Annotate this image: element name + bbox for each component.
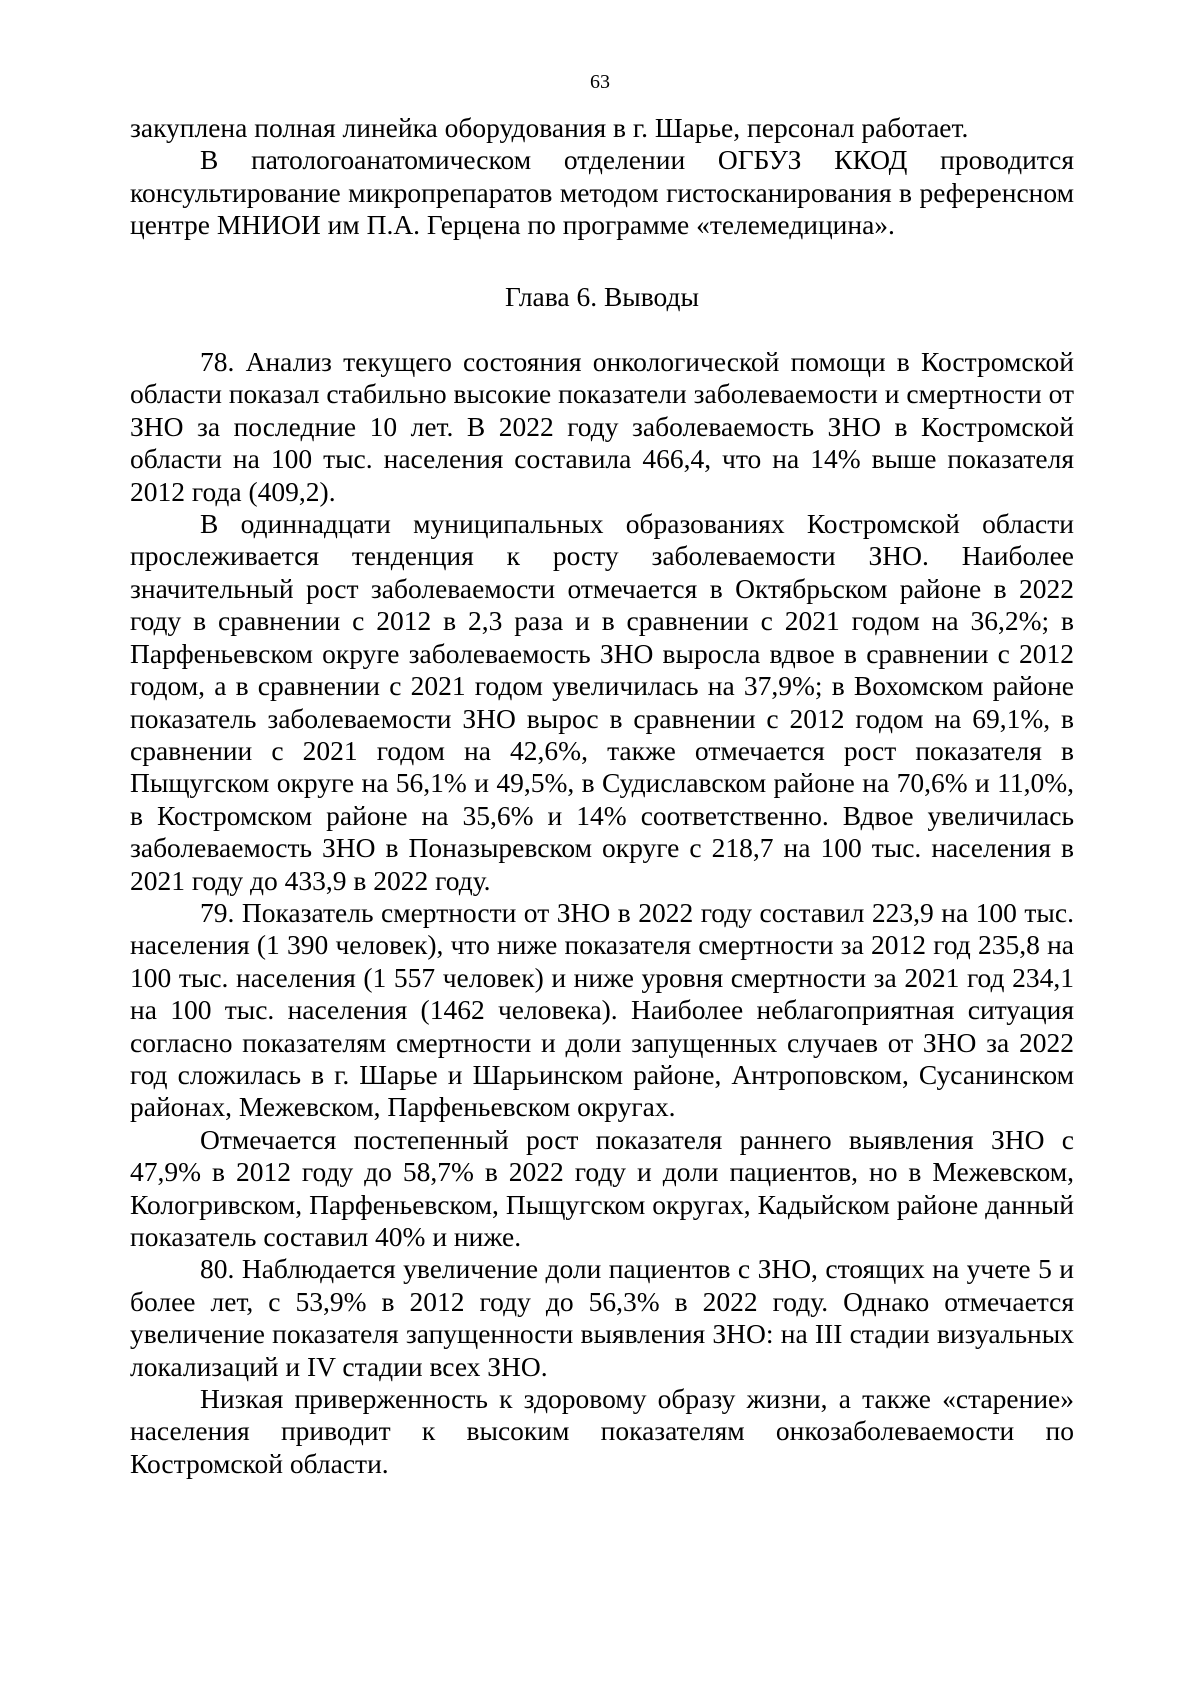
paragraph-79: 79. Показатель смертности от ЗНО в 2022 году составил 223,9 на 100 тыс. населения (1 390 человек), что ниже показателя смертности за 2012 год 235,8 на 100 тыс. населения (1 557 человек) и ниже уровня смертности за 2021 год 234,1 на 100 тыс. населения (1462 человека). Наиболее неблагоприятная ситуация согласно показателям смертности и доли запущенных случаев от ЗНО за 2022 год сложилась в г. Шарье и Шарьинском районе, Антроповском, Сусанинском районах, Межевском, Парфеньевском округах. xyxy=(130,896,1074,1123)
paragraph-telemedicine: В патологоанатомическом отделении ОГБУЗ ККОД проводится консультирование микропрепаратов методом гистосканирования в референсном центре МНИОИ им П.А. Герцена по программе «телемедицина». xyxy=(130,144,1074,241)
chapter-heading: Глава 6. Выводы xyxy=(504,280,699,312)
paragraph-continuation: закуплена полная линейка оборудования в г. Шарье, персонал работает. xyxy=(130,112,969,143)
paragraph-early-detection: Отмечается постепенный рост показателя раннего выявления ЗНО с 47,9% в 2012 году до 58,7% в 2022 году и доли пациентов, но в Межевском, Кологривском, Парфеньевском, Пыщугском округах, Кадыйском районе данный показатель составил 40% и ниже. xyxy=(130,1123,1074,1252)
paragraph-municipal-trends: В одиннадцати муниципальных образованиях Костромской области прослеживается тенденция к росту заболеваемости ЗНО. Наиболее значительный рост заболеваемости отмечается в Октябрьском районе в 2022 году в сравнении с 2012 в 2,3 раза и в сравнении с 2021 годом на 36,2%; в Парфеньевском округе заболеваемость ЗНО выросла вдвое в сравнении с 2012 годом, а в сравнении с 2021 годом увеличилась на 37,9%; в Вохомском районе показатель заболеваемости ЗНО вырос в сравнении с 2012 годом на 69,1%, в сравнении с 2021 годом на 42,6%, также отмечается рост показателя в Пыщугском округе на 56,1% и 49,5%, в Судиславском районе на 70,6% и 11,0%, в Костромском районе на 35,6% и 14% соответственно. Вдвое увеличилась заболеваемость ЗНО в Поназыревском округе с 218,7 на 100 тыс. населения в 2021 году до 433,9 в 2022 году. xyxy=(130,508,1074,896)
paragraph-lifestyle: Низкая приверженность к здоровому образу жизни, а также «старение» населения приводит к высоким показателям онкозаболеваемости по Костромской области. xyxy=(130,1383,1074,1479)
page-number: 63 xyxy=(590,71,610,93)
paragraph-80: 80. Наблюдается увеличение доли пациентов с ЗНО, стоящих на учете 5 и более лет, с 53,9% в 2012 году до 56,3% в 2022 году. Однако отмечается увеличение показателя запущенности выявления ЗНО: на III стадии визуальных локализаций и IV стадии всех ЗНО. xyxy=(130,1253,1074,1382)
document-body xyxy=(130,112,1074,1480)
paragraph-78: 78. Анализ текущего состояния онкологической помощи в Костромской области показал стабильно высокие показатели заболеваемости и смертности от ЗНО за последние 10 лет. В 2022 году заболеваемость ЗНО в Костромской области на 100 тыс. населения составила 466,4, что на 14% выше показателя 2012 года (409,2). xyxy=(130,346,1074,507)
